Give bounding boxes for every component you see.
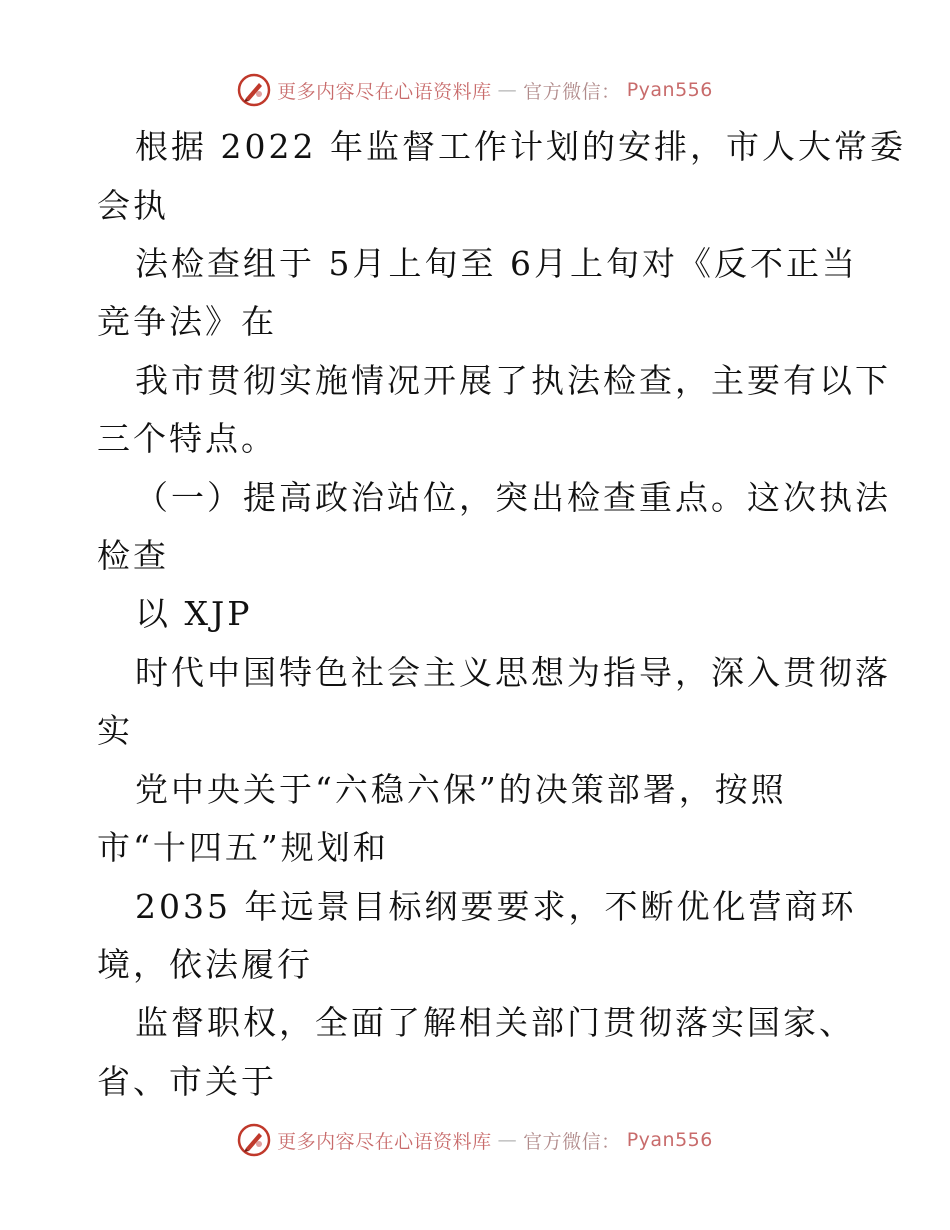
body-line: 党中央关于“六稳六保”的决策部署，按照 xyxy=(135,770,787,809)
body-line: 2035 年远景目标纲要要求，不断优化营商环 xyxy=(135,887,857,926)
watermark-text: 更多内容尽在心语资料库 xyxy=(277,1130,492,1153)
body-line: 境，依法履行 xyxy=(97,945,313,984)
body-line: 我市贯彻实施情况开展了执法检查，主要有以下 xyxy=(135,361,891,400)
body-line: 根据 2022 年监督工作计划的安排，市人大常委 xyxy=(135,127,906,166)
watermark-text: 更多内容尽在心语资料库 xyxy=(277,80,492,103)
body-line: 法检查组于 5月上旬至 6月上旬对《反不正当 xyxy=(135,244,858,283)
body-line: 时代中国特色社会主义思想为指导，深入贯彻落 xyxy=(135,653,891,692)
watermark-label: 官方微信： xyxy=(523,1130,621,1153)
pen-logo-icon xyxy=(237,73,271,107)
body-line: 市“十四五”规划和 xyxy=(97,828,389,867)
body-line: 省、市关于 xyxy=(97,1062,277,1101)
watermark-separator: — xyxy=(497,1129,518,1151)
watermark-label: 官方微信： xyxy=(523,80,621,103)
body-line: （一）提高政治站位，突出检查重点。这次执法 xyxy=(135,478,891,517)
body-line: 检查 xyxy=(97,536,169,575)
body-line: 三个特点。 xyxy=(97,419,277,458)
watermark-separator: — xyxy=(497,79,518,101)
body-line: 以 XJP xyxy=(135,594,253,633)
body-line: 会执 xyxy=(97,186,169,225)
watermark-id: Pyan556 xyxy=(626,1129,713,1151)
pen-logo-icon xyxy=(237,1123,271,1157)
body-line: 监督职权，全面了解相关部门贯彻落实国家、 xyxy=(135,1003,855,1042)
body-line: 实 xyxy=(97,711,133,750)
footer-watermark xyxy=(0,1120,950,1160)
watermark-id: Pyan556 xyxy=(626,79,713,101)
body-line: 竞争法》在 xyxy=(97,302,277,341)
header-watermark xyxy=(0,70,950,110)
